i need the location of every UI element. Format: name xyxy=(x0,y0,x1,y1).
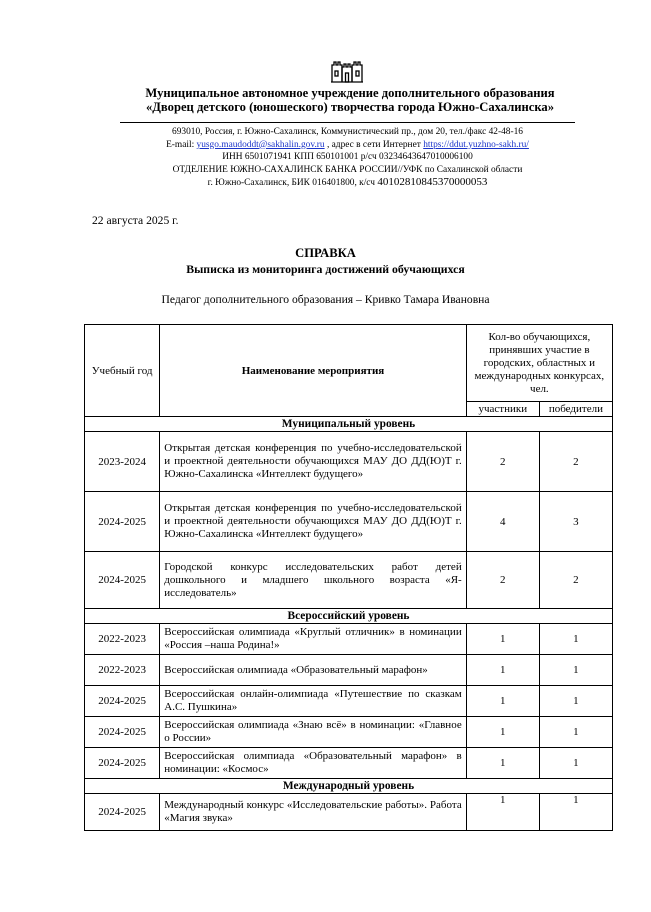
document-date: 22 августа 2025 г. xyxy=(92,214,179,227)
winners-cell: 3 xyxy=(539,492,612,552)
event-cell: Международный конкурс «Исследовательские работы». Работа «Магия звука» xyxy=(160,794,466,831)
event-cell: Городской конкурс исследовательских работ детей дошкольного и младшего школьного возраста «Я-исследователь» xyxy=(160,552,466,609)
winners-cell: 2 xyxy=(539,432,612,492)
achievements-table xyxy=(84,324,613,831)
document-title: СПРАВКА xyxy=(295,246,356,260)
winners-cell: 1 xyxy=(539,624,612,655)
participants-cell: 1 xyxy=(466,655,539,686)
header-participants: участники xyxy=(466,402,539,417)
table-row xyxy=(85,552,613,609)
address-line: 693010, Россия, г. Южно-Сахалинск, Коммунистический пр., дом 20, тел./факс 42-48-16 xyxy=(172,127,523,137)
winners-cell: 1 xyxy=(539,748,612,779)
org-line-2: «Дворец детского (юношеского) творчества города Южно-Сахалинска» xyxy=(145,100,555,114)
header-event: Наименование мероприятия xyxy=(160,325,466,417)
participants-cell: 1 xyxy=(466,686,539,717)
contacts-line xyxy=(120,139,575,152)
table-row xyxy=(85,686,613,717)
level-row-municipal: Муниципальный уровень xyxy=(85,417,613,432)
table-row xyxy=(85,432,613,492)
email-link[interactable]: yusgo.maudoddt@sakhalin.gov.ru xyxy=(196,139,325,150)
table-row xyxy=(85,624,613,655)
winners-cell: 1 xyxy=(539,655,612,686)
winners-cell: 2 xyxy=(539,552,612,609)
level-row-international: Международный уровень xyxy=(85,779,613,794)
event-cell: Всероссийская олимпиада «Знаю всё» в номинации: «Главное о России» xyxy=(160,717,466,748)
participants-cell: 1 xyxy=(466,748,539,779)
event-cell: Всероссийская олимпиада «Образовательный марафон» в номинации: «Космос» xyxy=(160,748,466,779)
bik-text: г. Южно-Сахалинск, БИК 016401800, к/сч xyxy=(207,178,378,189)
event-cell: Всероссийская онлайн-олимпиада «Путешествие по сказкам А.С. Пушкина» xyxy=(160,686,466,717)
account-number: 40102810845370000053 xyxy=(377,176,488,189)
bik-line xyxy=(120,176,575,190)
inn-line: ИНН 6501071941 КПП 650101001 р/сч 03234643647010006100 xyxy=(222,152,473,163)
winners-cell: 1 xyxy=(539,794,612,831)
event-cell: Открытая детская конференция по учебно-исследовательской и проектной деятельности обучающихся МАУ ДО ДД(Ю)Т г. Южно-Сахалинска «Интеллект будущего» xyxy=(160,492,466,552)
event-cell: Открытая детская конференция по учебно-исследовательской и проектной деятельности обучающихся МАУ ДО ДД(Ю)Т г. Южно-Сахалинска «Интеллект будущего» xyxy=(160,432,466,492)
participants-cell: 4 xyxy=(466,492,539,552)
teacher-line: Педагог дополнительного образования – Кривко Тамара Ивановна xyxy=(161,293,490,306)
table-row xyxy=(85,492,613,552)
header-count: Кол-во обучающихся, принявших участие в городских, областных и международных конкурсах, чел. xyxy=(466,325,612,402)
organization-name xyxy=(120,86,580,114)
bank-line: ОТДЕЛЕНИЕ ЮЖНО-САХАЛИНСК БАНКА РОССИИ//УФК по Сахалинской области xyxy=(172,164,523,175)
winners-cell: 1 xyxy=(539,717,612,748)
year-cell: 2023-2024 xyxy=(85,432,160,492)
year-cell: 2024-2025 xyxy=(85,492,160,552)
contact-details xyxy=(120,126,575,190)
site-prefix: , адрес в сети Интернет xyxy=(324,139,424,150)
year-cell: 2022-2023 xyxy=(85,624,160,655)
year-cell: 2024-2025 xyxy=(85,794,160,831)
website-link[interactable]: https://ddut.yuzhno-sakh.ru/ xyxy=(423,139,529,150)
org-line-1: Муниципальное автономное учреждение дополнительного образования xyxy=(145,86,555,100)
event-cell: Всероссийская олимпиада «Образовательный марафон» xyxy=(160,655,466,686)
table-row xyxy=(85,717,613,748)
header-divider xyxy=(120,122,575,123)
year-cell: 2024-2025 xyxy=(85,552,160,609)
participants-cell: 1 xyxy=(466,624,539,655)
document-subtitle: Выписка из мониторинга достижений обучающихся xyxy=(186,262,465,276)
table-row xyxy=(85,748,613,779)
participants-cell: 2 xyxy=(466,432,539,492)
email-prefix: E-mail: xyxy=(166,139,197,150)
table-row xyxy=(85,794,613,831)
year-cell: 2024-2025 xyxy=(85,686,160,717)
header-year: Учебный год xyxy=(85,325,160,417)
year-cell: 2024-2025 xyxy=(85,748,160,779)
table-row xyxy=(85,655,613,686)
winners-cell: 1 xyxy=(539,686,612,717)
participants-cell: 1 xyxy=(466,717,539,748)
castle-tower-icon xyxy=(330,57,364,83)
participants-cell: 1 xyxy=(466,794,539,831)
header-winners: победители xyxy=(539,402,612,417)
event-cell: Всероссийская олимпиада «Круглый отличник» в номинации «Россия –наша Родина!» xyxy=(160,624,466,655)
year-cell: 2022-2023 xyxy=(85,655,160,686)
level-row-national: Всероссийский уровень xyxy=(85,609,613,624)
year-cell: 2024-2025 xyxy=(85,717,160,748)
participants-cell: 2 xyxy=(466,552,539,609)
